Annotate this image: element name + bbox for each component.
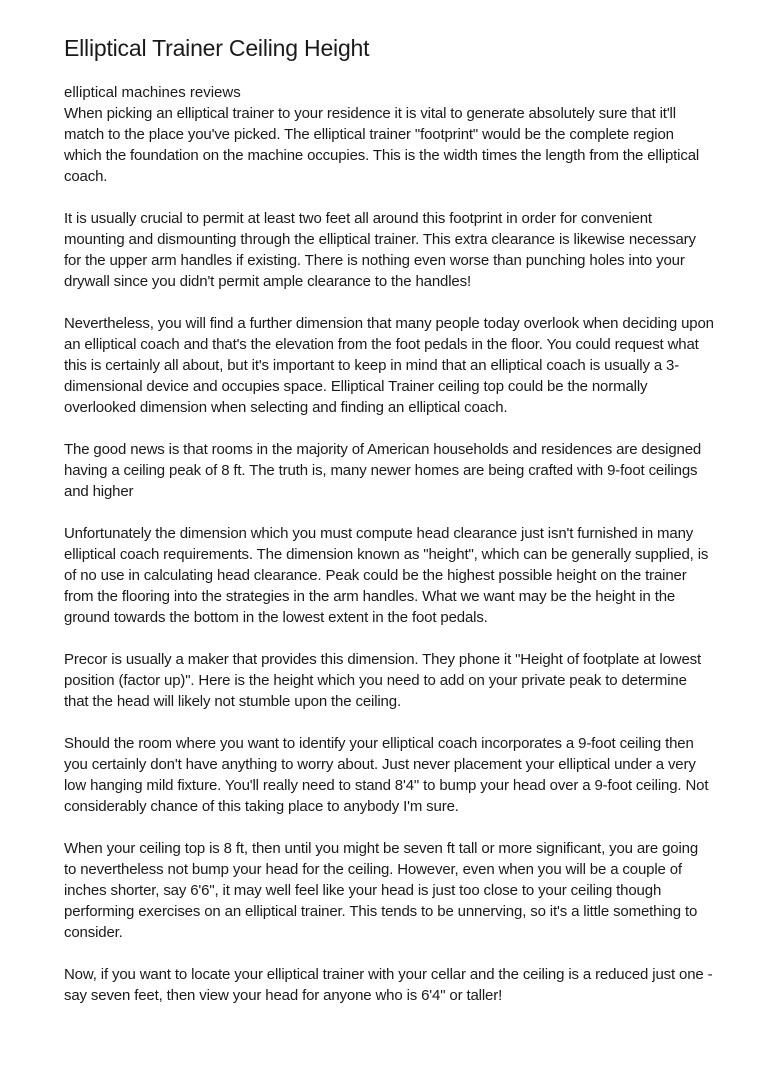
paragraph-3: Nevertheless, you will find a further dimension that many people today overlook when deciding upon an elliptical coach and that's the elevation from the foot pedals in the floor. You could request what this is certainly all about, but it's important to keep in mind that an elliptical coach is usually a 3-dimensional device and occupies space. Elliptical Trainer ceiling top could be the normally overlooked dimension when selecting and finding an elliptical coach.: [64, 315, 714, 416]
paragraph-2: It is usually crucial to permit at least two feet all around this footprint in order for convenient mounting and dismounting through the elliptical trainer. This extra clearance is likewise necessary for the upper arm handles if existing. There is nothing even worse than punching holes into your drywall since you didn't permit ample clearance to the handles!: [64, 210, 696, 290]
paragraph-1: When picking an elliptical trainer to your residence it is vital to generate absolutely sure that it'll match to the place you've picked. The elliptical trainer "footprint" would be the complete region which the foundation on the machine occupies. This is the width times the length from the elliptical coach.: [64, 105, 700, 185]
paragraph-8: When your ceiling top is 8 ft, then until you might be seven ft tall or more significant, you are going to nevertheless not bump your head for the ceiling. However, even when you will be a couple of inches shorter, say 6'6", it may well feel like your head is just too close to your ceiling though performing exercises on an elliptical trainer. This tends to be unnerving, so it's a little something to consider.: [64, 840, 699, 941]
paragraph-5: Unfortunately the dimension which you must compute head clearance just isn't furnished in many elliptical coach requirements. The dimension known as "height", which can be generally supplied, is of no use in calculating head clearance. Peak could be the highest possible height on the trainer from the flooring into the strategies in the arm handles. What we want may be the height in the ground towards the bottom in the lowest extent in the foot pedals.: [64, 525, 709, 626]
subtitle: elliptical machines reviews: [64, 84, 241, 101]
page-title: Elliptical Trainer Ceiling Height: [64, 35, 370, 61]
paragraph-9: Now, if you want to locate your elliptical trainer with your cellar and the ceiling is a reduced just one - say seven feet, then view your head for anyone who is 6'4" or taller!: [64, 966, 713, 1004]
paragraph-4: The good news is that rooms in the majority of American households and residences are designed having a ceiling peak of 8 ft. The truth is, many newer homes are being crafted with 9-foot ceilings and higher: [64, 441, 702, 500]
document-page: [64, 34, 714, 1027]
paragraph-6: Precor is usually a maker that provides this dimension. They phone it "Height of footplate at lowest position (factor up)". Here is the height which you need to add on your private peak to determine that the head will likely not stumble upon the ceiling.: [64, 651, 702, 710]
paragraph-7: Should the room where you want to identify your elliptical coach incorporates a 9-foot ceiling then you certainly don't have anything to worry about. Just never placement your elliptical under a very low hanging mild fixture. You'll really need to stand 8'4" to bump your head over a 9-foot ceiling. Not considerably chance of this taking place to anybody I'm sure.: [64, 735, 709, 815]
